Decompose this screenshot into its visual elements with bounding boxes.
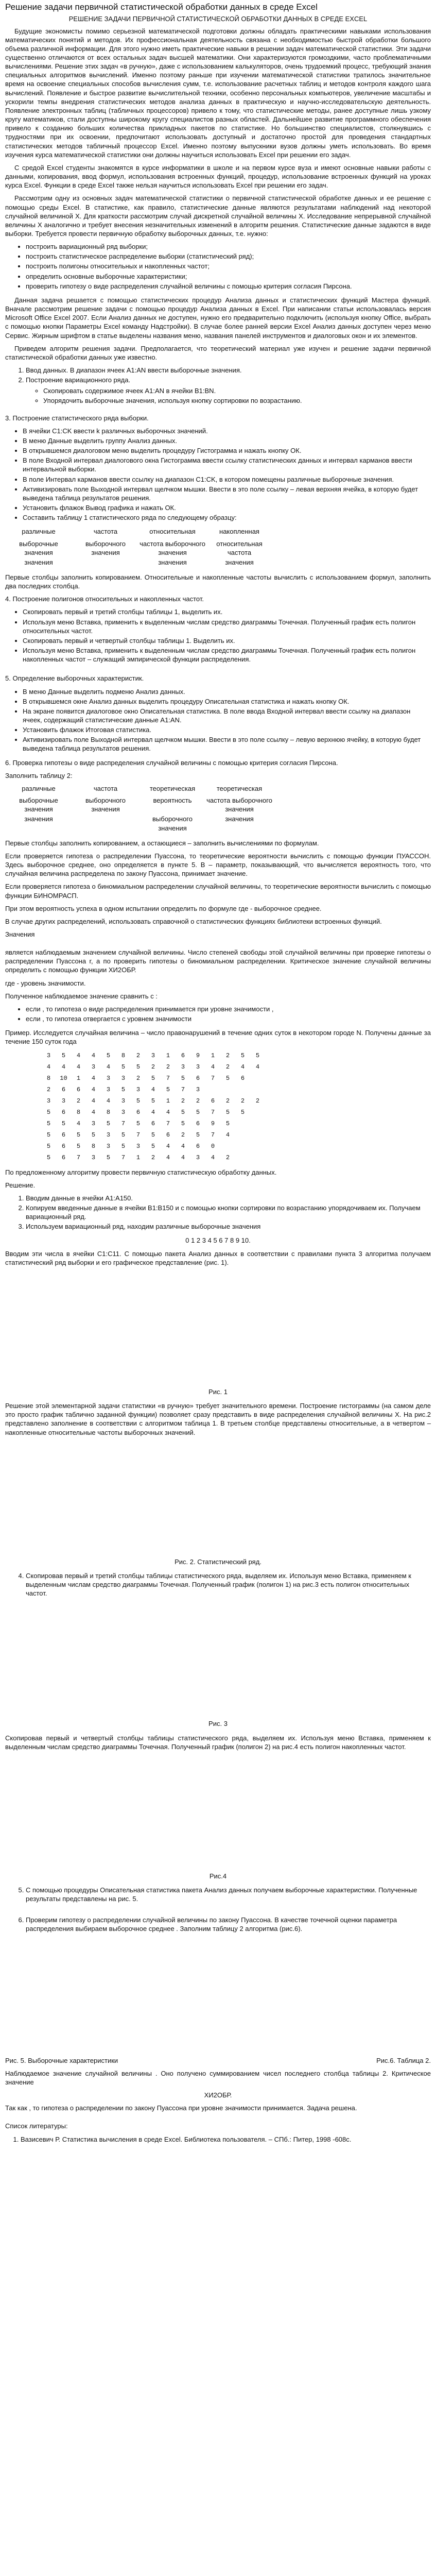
figure-2-caption: Рис. 2. Статистический ряд. (175, 1557, 261, 1566)
list-item: 3. Используем вариационный ряд, находим различные выборочные значения (26, 1222, 431, 1231)
grid-cell: 3 (61, 1097, 66, 1105)
grid-cell: 4 (166, 1154, 170, 1161)
grid-cell: 6 (61, 1154, 66, 1161)
intro-paragraph-1: Будущие экономисты помимо серьезной математической подготовки должны обладать практическими навыками использования математических понятий и методов. Их профессиональная деятельность связана с необходимостью быстрой обработки большого объема различной информации. Для этого нужно иметь практические навыки в решении задач математической статистики. Эти задачи существенно отличаются от всех остальных задач высшей математики. Они характеризуются громоздкими, часто проблематичными вычислениями. Решение этих задач «в ручную», даже с использованием калькуляторов, очень трудоемкий процесс, требующий знания специальных алгоритмов вычислений. Именно поэтому раньше при изучении математической статистики тратилось значительное время на освоение специальных способов вычисления сумм, т.е. использование расчетных таблиц и методов контроля каждого шага вычислений. Появление и быстрое развитие вычислительной техники, особенно персональных компьютеров, увеличение масштабы и ускорили темпы внедрения статистических методов анализа данных в практическую и научно-исследовательскую деятельность. Появление электронных таблиц (табличных процессоров) привело к тому, что статистические методы, ранее доступные лишь узкому кругу математиков, стали доступны широкому кругу специалистов разных областей. Дальнейшее развитие программного обеспечения привело к созданию больших количества прикладных пакетов по статистике. Но большинство специалистов, столкнувшись с трудностями при их освоении, предпочитают использовать доступный и достаточно простой для проведения стандартных статистических методов табличный процессор Excel. Именно поэтому выпускники вузов должны уметь использовать. Во время изучения курса математической статистики они должны научиться использовать Excel при решении его задач. (5, 27, 431, 159)
grid-cell: 3 (106, 1142, 111, 1150)
grid-cell: 5 (240, 1108, 245, 1116)
compare-list (5, 1005, 431, 1023)
grid-row (41, 1107, 431, 1118)
after-table2-paragraph-1: Первые столбцы заполнить копированием, а остающиеся – заполнить вычислениями по формулам. (5, 839, 319, 847)
grid-cell: 5 (225, 1120, 230, 1127)
grid-cell: 5 (46, 1142, 51, 1150)
grid-cell: 9 (196, 1052, 200, 1059)
example-step-4 (5, 1571, 431, 1598)
grid-cell: 5 (46, 1120, 51, 1127)
method-paragraph-2: Приведем алгоритм решения задачи. Предполагается, что теоретический материал уже изучен и решение задачи первичной статистической обработки данных уже известно. (5, 344, 431, 361)
grid-cell: 2 (255, 1097, 260, 1105)
references-heading: Список литературы: (5, 2122, 68, 2130)
grid-cell: 5 (181, 1120, 185, 1127)
grid-cell: 5 (151, 1142, 155, 1150)
figure-5-6-area (5, 1939, 431, 2052)
after-table2-paragraph-4: При этом вероятность успеха в одном испытании определить по формуле где - выборочное среднее. (5, 904, 322, 912)
step4-list (5, 607, 431, 664)
grid-cell: 4 (106, 1097, 111, 1105)
grid-cell: 5 (196, 1108, 200, 1116)
grid-cell: 7 (211, 1074, 215, 1082)
grid-cell: 3 (196, 1063, 200, 1071)
grid-cell: 7 (181, 1086, 185, 1093)
grid-cell: 3 (181, 1063, 185, 1071)
table1-label-3: значения (158, 558, 187, 566)
step5-heading: 5. Определение выборочных характеристик. (5, 674, 144, 683)
grid-cell: 2 (151, 1063, 155, 1071)
grid-cell: 7 (121, 1154, 126, 1161)
grid-cell: 6 (196, 1074, 200, 1082)
grid-cell: 5 (136, 1097, 141, 1105)
grid-cell: 3 (91, 1154, 96, 1161)
grid-cell: 7 (211, 1108, 215, 1116)
list-item: • если , то гипотеза о виде распределения принимается при уровне значимости , (26, 1005, 431, 1013)
grid-cell: 7 (136, 1131, 141, 1139)
distinct-values-row: 0 1 2 3 4 5 6 7 8 9 10. (185, 1236, 251, 1245)
figure-1-caption: Рис. 1 (208, 1387, 228, 1396)
list-item: • если , то гипотеза отвергается с уровнем значимости (26, 1014, 431, 1023)
figure-4-caption: Рис.4 (209, 1872, 227, 1880)
grid-cell: 4 (46, 1063, 51, 1071)
grid-cell: 4 (255, 1063, 260, 1071)
grid-cell: 5 (91, 1131, 96, 1139)
grid-cell: 8 (46, 1074, 51, 1082)
table1-label-1: значения (24, 558, 53, 566)
fig1-paragraph: Решение этой элементарной задачи статистики «в ручную» требует значительного времени. Построение гистограммы (на самом деле это просто график таблично заданной функции) позволяет сразу представить в виде распределения случайной величины X. На рис.2 представлено заполнение в соответствии с алгоритмом таблица 1. В третьем столбце представлены относительные, а в четвертом – накопленные относительные частоты выборочных значений. (5, 1402, 431, 1436)
grid-cell: 4 (151, 1108, 155, 1116)
grid-cell: 7 (166, 1074, 170, 1082)
list-item: • Составить таблицу 1 статистического ряда по следующему образцу: (23, 513, 431, 522)
grid-cell: 9 (211, 1120, 215, 1127)
list-item: • Используя меню Вставка, применить к выделенным числам средство диаграммы Точечная. Полученный график есть полигон относительных частот. (23, 618, 431, 635)
list-item: • определить основные выборочные характеристики; (26, 272, 431, 281)
grid-cell: 2 (136, 1074, 141, 1082)
table2-col-4: теоретическая (216, 784, 263, 792)
figure-4-area (5, 1755, 431, 1869)
grid-cell: 3 (196, 1086, 200, 1093)
grid-cell: 5 (106, 1154, 111, 1161)
grid-cell: 8 (91, 1142, 96, 1150)
list-item: ◦ Упорядочить выборочные значения, используя кнопку сортировки по возрастанию. (43, 396, 431, 405)
list-item: • построить статистическое распределение выборки (статистический ряд); (26, 252, 431, 261)
table1-col-4b: относительная частота (216, 539, 263, 556)
grid-cell: 5 (46, 1154, 51, 1161)
table2-col-3b: вероятность (153, 796, 192, 805)
grid-cell: 6 (166, 1131, 170, 1139)
example-intro: Пример. Исследуется случайная величина – число правонарушений в течение одних суток в некотором городе N. Получены данные за течение 150 суток года (5, 1029, 431, 1046)
list-item: 6. Проверим гипотезу о распределении случайной величины по закону Пуассона. В качестве точечной оценки параметра распределения выбираем выборочное среднее . Заполним таблицу 2 алгоритма (рис.6). (26, 1916, 431, 1933)
values-label: Значения (5, 930, 35, 938)
grid-cell: 7 (166, 1120, 170, 1127)
article-subtitle: РЕШЕНИЕ ЗАДАЧИ ПЕРВИЧНОЙ СТАТИСТИЧЕСКОЙ ОБРАБОТКИ ДАННЫХ В СРЕДЕ EXCEL (68, 15, 368, 23)
grid-row (41, 1153, 431, 1164)
grid-cell: 8 (76, 1108, 81, 1116)
list-item: 1. Ввод данных. В диапазон ячеек A1:AN ввести выборочные значения. (26, 366, 431, 375)
grid-cell: 2 (76, 1097, 81, 1105)
grid-cell: 5 (196, 1131, 200, 1139)
grid-row (41, 1130, 431, 1141)
grid-cell: 6 (136, 1108, 141, 1116)
example-step-6 (5, 1916, 431, 1933)
table2-label-2 (72, 815, 139, 832)
copy-paragraph: Первые столбцы заполнить копированием. Относительные и накопленные частоты вычислить с использованием формул, заполнить два последних столбца. (5, 573, 431, 590)
grid-cell: 6 (61, 1086, 66, 1093)
table1-col-2: частота (93, 528, 118, 536)
grid-cell: 3 (91, 1063, 96, 1071)
list-item: • В открывшемся окне Анализ данных выделить процедуру Описательная статистика и нажать кнопку ОК. (23, 697, 431, 706)
grid-row (41, 1096, 431, 1107)
list-item: • В поле Входной интервал диалогового окна Гистограмма ввести ссылку статистических данных и интервал карманов ввести интервальной выборки. (23, 456, 431, 473)
list-item: ◦ Скопировать содержимое ячеек A1:AN в ячейки B1:BN. (43, 386, 431, 395)
table1-col-3b: частота выборочного значения (139, 539, 205, 556)
grid-cell: 5 (121, 1086, 126, 1093)
task-list (5, 242, 431, 291)
grid-cell: 10 (60, 1074, 67, 1082)
after-table2-paragraph-2: Если проверяется гипотеза о распределении Пуассона, то теоретические вероятности вычислить с помощью функции ПУАССОН. Здесь выборочное среднее, оно определяется в пункте 5. В – параметр, показывающий, что вычисляется вероятность того, что случайная величина распределена по закону Пуассона, принимает значение. (5, 852, 431, 878)
grid-cell: 5 (151, 1131, 155, 1139)
grid-cell: 5 (61, 1120, 66, 1127)
table1-col-1b: выборочные значения (19, 539, 58, 556)
list-item: • Активизировать поле Выходной интервал щелчком мышки. Ввести в это поле ссылку – левая верхняя ячейка, в которую будет выведена таблица результатов решения. (23, 485, 431, 502)
intro-paragraph-2: С средой Excel студенты знакомятся в курсе информатики в школе и на первом курсе вуза и имеют основные навыки работы с данными, копирования, ввод формул, использования встроенных функций, процедур, использование встроенных функций на уроках курса Excel. Функции в среде Excel также нельзя научиться использовать Excel при решении его задач. (5, 163, 431, 190)
table2-label-4: значения (225, 815, 254, 823)
table2-header (5, 784, 273, 793)
grid-cell: 6 (196, 1120, 200, 1127)
step4-heading: 4. Построение полигонов относительных и накопленных частот. (5, 595, 204, 603)
list-item: • Активизировать поле Выходной интервал щелчком мышки. Ввести в это поле ссылку – левую верхнюю ячейку, в которую будет выведена таблица результатов решения. (23, 735, 431, 753)
grid-cell: 5 (61, 1052, 66, 1059)
grid-cell: 3 (136, 1142, 141, 1150)
list-item: • В меню Данные выделить группу Анализ данных. (23, 436, 431, 445)
grid-cell: 2 (136, 1052, 141, 1059)
table1-header-2 (5, 539, 273, 557)
figure-1-area (5, 1271, 431, 1384)
grid-cell: 2 (46, 1086, 51, 1093)
grid-cell: 5 (121, 1063, 126, 1071)
list-item: • Установить флажок Вывод графика и нажать ОК. (23, 503, 431, 512)
grid-row (41, 1141, 431, 1153)
conclusion-paragraph: Так как , то гипотеза о распределении по закону Пуассона при уровне значимости принимается. Задача решена. (5, 2104, 357, 2112)
sample-data-grid (41, 1050, 431, 1164)
grid-cell: 6 (61, 1108, 66, 1116)
solution-steps (5, 1194, 431, 1231)
table1-col-2b: выборочного значения (85, 539, 126, 556)
list-item: • Установить флажок Итоговая статистика. (23, 725, 431, 734)
grid-cell: 5 (181, 1074, 185, 1082)
grid-cell: 1 (76, 1074, 81, 1082)
list-item: • В меню Данные выделить подменю Анализ данных. (23, 687, 431, 696)
table2-label-1: значения (24, 815, 53, 823)
grid-cell: 3 (136, 1086, 141, 1093)
grid-cell: 1 (211, 1052, 215, 1059)
list-item: • В открывшемся диалоговом меню выделить процедуру Гистограмма и нажать кнопку ОК. (23, 446, 431, 455)
grid-cell: 4 (151, 1086, 155, 1093)
grid-cell: 3 (46, 1097, 51, 1105)
grid-cell: 3 (196, 1154, 200, 1161)
steps-list (5, 366, 431, 405)
grid-cell: 4 (106, 1063, 111, 1071)
grid-cell: 3 (121, 1097, 126, 1105)
grid-cell: 4 (76, 1120, 81, 1127)
sub-list (26, 386, 431, 405)
chi-paragraph-2: где - уровень значимости. (5, 979, 86, 987)
figure-5-caption: Рис. 5. Выборочные характеристики (5, 2056, 118, 2064)
grid-cell: 5 (121, 1142, 126, 1150)
chi-function: ХИ2ОБР. (204, 2091, 232, 2099)
list-item: • Скопировать первый и третий столбцы таблицы 1, выделить их. (23, 607, 431, 616)
grid-cell: 3 (106, 1074, 111, 1082)
table2-labels (5, 815, 273, 832)
grid-cell: 4 (166, 1142, 170, 1150)
step5-list (5, 687, 431, 753)
list-item: • построить полигоны относительных и накопленных частот; (26, 262, 431, 270)
fig3-paragraph: Скопировав первый и четвертый столбцы таблицы статистического ряда, выделяем их. Используя меню Вставка, применяем к выделенным числам средство диаграммы Точечная. Полученный график (полигон 2) на рис.4 есть полигон накопленных частот. (5, 1734, 431, 1751)
grid-cell: 5 (121, 1131, 126, 1139)
grid-cell: 3 (46, 1052, 51, 1059)
grid-cell: 2 (196, 1097, 200, 1105)
grid-cell: 2 (166, 1063, 170, 1071)
grid-cell: 2 (181, 1097, 185, 1105)
after-table2-paragraph-5: В случае других распределений, использовать справочной о статистических функциях библиотеки встроенных функций. (5, 917, 382, 925)
example-step-5 (5, 1886, 431, 1903)
figure-3-caption: Рис. 3 (208, 1720, 228, 1728)
grid-cell: 5 (46, 1108, 51, 1116)
step3-heading: 3. Построение статистического ряда выборки. (5, 414, 149, 422)
grid-cell: 5 (46, 1131, 51, 1139)
grid-cell: 5 (136, 1063, 141, 1071)
method-paragraph-1: Данная задача решается с помощью статистических процедур Анализа данных и статистических функций Мастера функций. Вначале рассмотрим решение задачи с помощью процедур Анализа данных в Excel. При написании статьи использовалась версия Microsoft Office Excel 2007. Если Анализ данных не доступен, нужно его предварительно подключить (используя кнопку Office, выбрать с помощью кнопки Параметры Excel команду Надстройки). В случае более ранней версии Excel Анализ данных доступен через меню Сервис. Жирным шрифтом в статье выделены названия меню, названия панелей инструментов и диалоговых окон и их элементов. (5, 296, 431, 340)
grid-cell: 6 (181, 1052, 185, 1059)
grid-cell: 4 (166, 1108, 170, 1116)
grid-cell: 2 (225, 1154, 230, 1161)
list-item: 4. Скопировав первый и третий столбцы таблицы статистического ряда, выделяем их. Используя меню Вставка, применяем к выделенным числам средство диаграммы Точечная. Полученный график (полигон 1) на рис.3 есть полигон относительных частот. (26, 1571, 431, 1598)
grid-cell: 4 (240, 1063, 245, 1071)
list-item: 1. Вводим данные в ячейки A1:A150. (26, 1194, 431, 1202)
grid-cell: 4 (211, 1154, 215, 1161)
grid-cell: 4 (91, 1097, 96, 1105)
grid-cell: 2 (240, 1097, 245, 1105)
grid-cell: 2 (225, 1063, 230, 1071)
figure-3-area (5, 1603, 431, 1716)
after-table2-paragraph-3: Если проверяется гипотеза о биномиальном распределении случайной величины, то теоретические вероятности вычислить с помощью функции БИНОМРАСП. (5, 883, 431, 900)
grid-cell: 4 (76, 1063, 81, 1071)
grid-cell: 5 (240, 1052, 245, 1059)
table2-col-3: теоретическая (149, 784, 196, 792)
grid-cell: 7 (76, 1154, 81, 1161)
grid-cell: 4 (225, 1131, 230, 1139)
grid-cell: 6 (61, 1131, 66, 1139)
table2-title: Заполнить таблицу 2: (5, 771, 73, 779)
page-title: Решение задачи первичной статистической обработки данных в среде Excel (5, 2, 318, 12)
table1-col-4: накопленная (219, 528, 259, 536)
table2-col-1: различные (22, 784, 56, 792)
table2-col-2b: выборочного значения (85, 796, 126, 814)
list-item: • проверить гипотезу о виде распределения случайной величины с помощью критерия согласия Пирсона. (26, 282, 431, 291)
table2-col-1b: выборочные значения (19, 796, 58, 814)
grid-cell: 6 (76, 1086, 81, 1093)
grid-row (41, 1084, 431, 1096)
grid-cell: 3 (121, 1108, 126, 1116)
table1-labels (5, 558, 273, 567)
intro-paragraph-3: Рассмотрим одну из основных задач математической статистики о первичной статистической обработке данных и ее решение с помощью среды Excel. В статистике, как правило, статистические данные являются результатами наблюдений над некоторой случайной величиной X. Для краткости рассмотрим случай дискретной случайной величины X. Исследование непрерывной случайной величины X аналогично и требует внесения незначительных изменений в алгоритм решения. Статистические данные задаются в виде выборки. Требуется провести первичную обработку выборочных данных, т.е. нужно: (5, 194, 431, 238)
step3-list (5, 427, 431, 522)
grid-cell: 6 (61, 1142, 66, 1150)
grid-cell: 5 (225, 1074, 230, 1082)
grid-cell: 5 (255, 1052, 260, 1059)
table2-col-4b: частота выборочного значения (206, 796, 272, 814)
list-item: • Используя меню Вставка, применить к выделенным числам средство диаграммы Точечная. Полученный график есть полигон накопленных частот – служащий эмпирической функции распределения. (23, 646, 431, 664)
grid-cell: 4 (91, 1074, 96, 1082)
table1-col-1: различные (22, 528, 56, 536)
grid-cell: 7 (121, 1120, 126, 1127)
grid-cell: 5 (151, 1097, 155, 1105)
grid-cell: 5 (151, 1074, 155, 1082)
grid-cell: 3 (106, 1131, 111, 1139)
table2-col-2: частота (93, 784, 118, 792)
chi-paragraph-3: Полученное наблюдаемое значение сравнить с : (5, 992, 158, 1000)
grid-cell: 5 (106, 1120, 111, 1127)
grid-cell: 2 (151, 1154, 155, 1161)
list-item: 2. Копируем введенные данные в ячейки B1:B150 и с помощью кнопки сортировки по возрастанию упорядочиваем их. Получаем вариационный ряд. (26, 1204, 431, 1221)
grid-cell: 3 (106, 1086, 111, 1093)
grid-cell: 5 (166, 1086, 170, 1093)
grid-cell: 7 (211, 1131, 215, 1139)
grid-cell: 4 (91, 1086, 96, 1093)
grid-cell: 6 (211, 1097, 215, 1105)
grid-cell: 5 (136, 1120, 141, 1127)
grid-cell: 5 (225, 1108, 230, 1116)
grid-cell: 3 (91, 1120, 96, 1127)
chi-observed-paragraph: Наблюдаемое значение случайной величины . Оно получено суммированием чисел последнего столбца таблицы 2. Критическое значение (5, 2069, 431, 2086)
table1-header (5, 527, 273, 536)
grid-cell: 4 (61, 1063, 66, 1071)
table1-label-4: значения (225, 558, 254, 566)
grid-cell: 1 (166, 1052, 170, 1059)
grid-cell: 4 (181, 1142, 185, 1150)
references-list (5, 2135, 431, 2144)
figure-5-6-captions (5, 2056, 431, 2065)
list-item: • На экране появится диалоговое окно Описательная статистика. В поле ввода Входной интервал ввести ссылку на диапазон ячеек, содержащий статистические данные A1:AN. (23, 707, 431, 724)
chi-paragraph-1: является наблюдаемым значением случайной величины. Число степеней свободы этой случайной величины при проверке гипотезы о распределении Пуассона r, а по проверить гипотезы о биномиальном распределении. Критическое значение случайной величины определить с помощью функции ХИ2ОБР. (5, 948, 431, 974)
list-item: 5. С помощью процедуры Описательная статистика пакета Анализ данных получаем выборочные характеристики. Полученные результаты представлены на рис. 5. (26, 1886, 431, 1903)
grid-cell: 5 (76, 1131, 81, 1139)
grid-cell: 3 (121, 1074, 126, 1082)
grid-cell: 1 (136, 1154, 141, 1161)
table1-label-2 (72, 558, 139, 567)
grid-cell: 3 (151, 1052, 155, 1059)
figure-2-area (5, 1441, 431, 1554)
list-item: • В ячейки C1:CK ввести k различных выборочных значений. (23, 427, 431, 435)
table2-label-3: выборочного значения (152, 815, 193, 832)
grid-cell: 6 (240, 1074, 245, 1082)
grid-cell: 0 (211, 1142, 215, 1150)
grid-cell: 4 (76, 1052, 81, 1059)
grid-row (41, 1073, 431, 1084)
list-item: 2. Построение вариационного ряда. ◦ Скопировать содержимое ячеек A1:AN в ячейки B1:BN. ◦ Упорядочить выборочные значения, используя кнопку сортировки по возрастанию. (26, 376, 431, 405)
figure-6-caption: Рис.6. Таблица 2. (376, 2056, 431, 2064)
grid-cell: 8 (121, 1052, 126, 1059)
grid-row (41, 1118, 431, 1130)
grid-cell: 4 (91, 1052, 96, 1059)
grid-cell: 4 (211, 1063, 215, 1071)
grid-cell: 8 (106, 1108, 111, 1116)
grid-cell: 2 (225, 1097, 230, 1105)
grid-row (41, 1062, 431, 1073)
table2-header-2 (5, 796, 273, 814)
list-item: 1. Вазисевич Р. Статистика вычисления в среде Excel. Библиотека пользователя. – СПб.: Питер, 1998 -608с. (21, 2135, 431, 2144)
grid-cell: 6 (151, 1120, 155, 1127)
grid-row (41, 1050, 431, 1062)
grid-cell: 1 (166, 1097, 170, 1105)
values-paragraph: Вводим эти числа в ячейки C1:C11. С помощью пакета Анализ данных в соответствии с правилами пункта 3 алгоритма получаем статистический ряд выборки и его графическое представление (рис. 1). (5, 1249, 431, 1266)
grid-cell: 2 (181, 1131, 185, 1139)
grid-cell: 4 (181, 1154, 185, 1161)
table1-col-3: относительная (149, 528, 196, 536)
grid-cell: 5 (106, 1052, 111, 1059)
grid-cell: 2 (225, 1052, 230, 1059)
task-line: По предложенному алгоритму провести первичную статистическую обработку данных. (5, 1168, 277, 1176)
list-item: • В поле Интервал карманов ввести ссылку на диапазон C1:CK, в котором помещены различные выборочные значения. (23, 475, 431, 484)
grid-cell: 4 (91, 1108, 96, 1116)
list-item: • построить вариационный ряд выборки; (26, 242, 431, 251)
grid-cell: 5 (76, 1142, 81, 1150)
grid-cell: 5 (181, 1108, 185, 1116)
list-item: • Скопировать первый и четвертый столбцы таблицы 1. Выделить их. (23, 636, 431, 645)
solution-heading: Решение. (5, 1181, 36, 1189)
grid-cell: 6 (196, 1142, 200, 1150)
step6-heading: 6. Проверка гипотезы о виде распределения случайной величины с помощью критерия согласия Пирсона. (5, 758, 338, 767)
